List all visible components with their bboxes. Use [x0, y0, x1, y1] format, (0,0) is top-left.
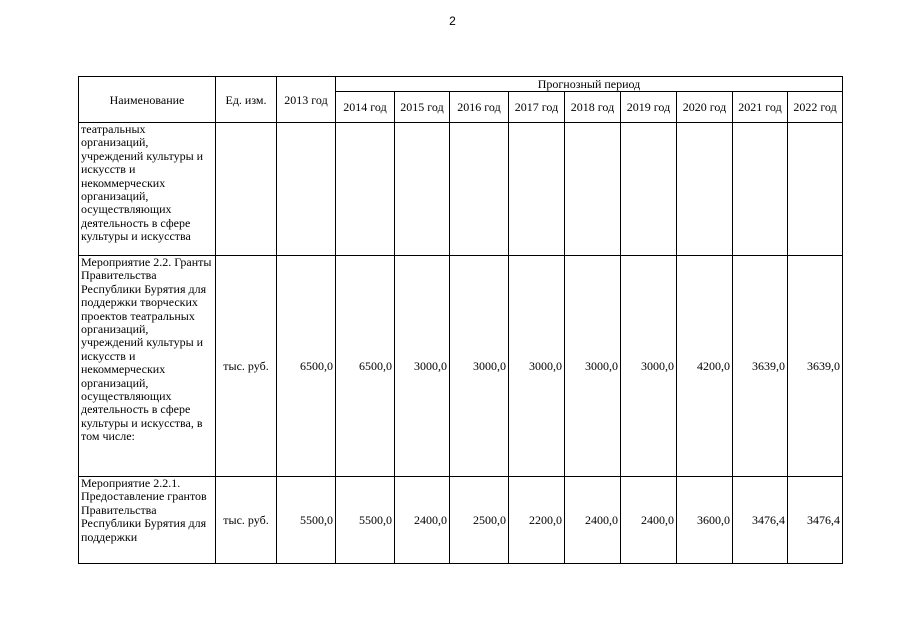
value-cell: 3639,0 [788, 256, 843, 477]
row-unit [216, 123, 277, 256]
row-name: театральных организаций, учреждений культуры и искусств и некоммерческих организаций, осуществляющих деятельность в сфере культуры и искусства [79, 123, 216, 256]
table-row [79, 123, 843, 256]
header-year: 2017 год [509, 92, 565, 123]
header-year: 2021 год [733, 92, 788, 123]
forecast-table [78, 76, 843, 564]
value-cell [788, 123, 843, 256]
value-cell: 3000,0 [509, 256, 565, 477]
header-row [79, 77, 843, 92]
header-year: 2016 год [450, 92, 509, 123]
value-cell: 3639,0 [733, 256, 788, 477]
header-base-year: 2013 год [277, 77, 336, 123]
value-cell: 6500,0 [277, 256, 336, 477]
header-year: 2015 год [395, 92, 450, 123]
row-name: Мероприятие 2.2. Гранты Правительства Республики Бурятия для поддержки творческих проектов театральных организаций, учреждений культуры и искусств и некоммерческих организаций, осуществляющих деятельность в сфере культуры и искусства, в том числе: [79, 256, 216, 477]
page-number: 2 [449, 14, 456, 28]
value-cell: 3476,4 [788, 477, 843, 564]
value-cell: 3000,0 [450, 256, 509, 477]
value-cell: 3476,4 [733, 477, 788, 564]
value-cell: 3600,0 [677, 477, 733, 564]
row-unit: тыс. руб. [216, 256, 277, 477]
value-cell [336, 123, 395, 256]
table-row [79, 477, 843, 564]
value-cell: 5500,0 [336, 477, 395, 564]
header-forecast-period: Прогнозный период [336, 77, 843, 92]
value-cell [450, 123, 509, 256]
header-year: 2019 год [621, 92, 677, 123]
header-year: 2020 год [677, 92, 733, 123]
value-cell [621, 123, 677, 256]
value-cell: 2200,0 [509, 477, 565, 564]
value-cell: 3000,0 [621, 256, 677, 477]
value-cell [565, 123, 621, 256]
value-cell [733, 123, 788, 256]
header-year: 2018 год [565, 92, 621, 123]
value-cell [677, 123, 733, 256]
value-cell: 6500,0 [336, 256, 395, 477]
value-cell: 2400,0 [565, 477, 621, 564]
value-cell: 5500,0 [277, 477, 336, 564]
value-cell: 2400,0 [395, 477, 450, 564]
header-year: 2014 год [336, 92, 395, 123]
value-cell: 2500,0 [450, 477, 509, 564]
value-cell: 4200,0 [677, 256, 733, 477]
table-row [79, 256, 843, 477]
row-unit: тыс. руб. [216, 477, 277, 564]
value-cell: 3000,0 [395, 256, 450, 477]
value-cell [509, 123, 565, 256]
header-name: Наименование [79, 77, 216, 123]
value-cell: 3000,0 [565, 256, 621, 477]
header-year: 2022 год [788, 92, 843, 123]
value-cell: 2400,0 [621, 477, 677, 564]
row-name: Мероприятие 2.2.1. Предоставление грантов Правительства Республики Бурятия для поддержки [79, 477, 216, 564]
header-unit: Ед. изм. [216, 77, 277, 123]
value-cell [277, 123, 336, 256]
value-cell [395, 123, 450, 256]
